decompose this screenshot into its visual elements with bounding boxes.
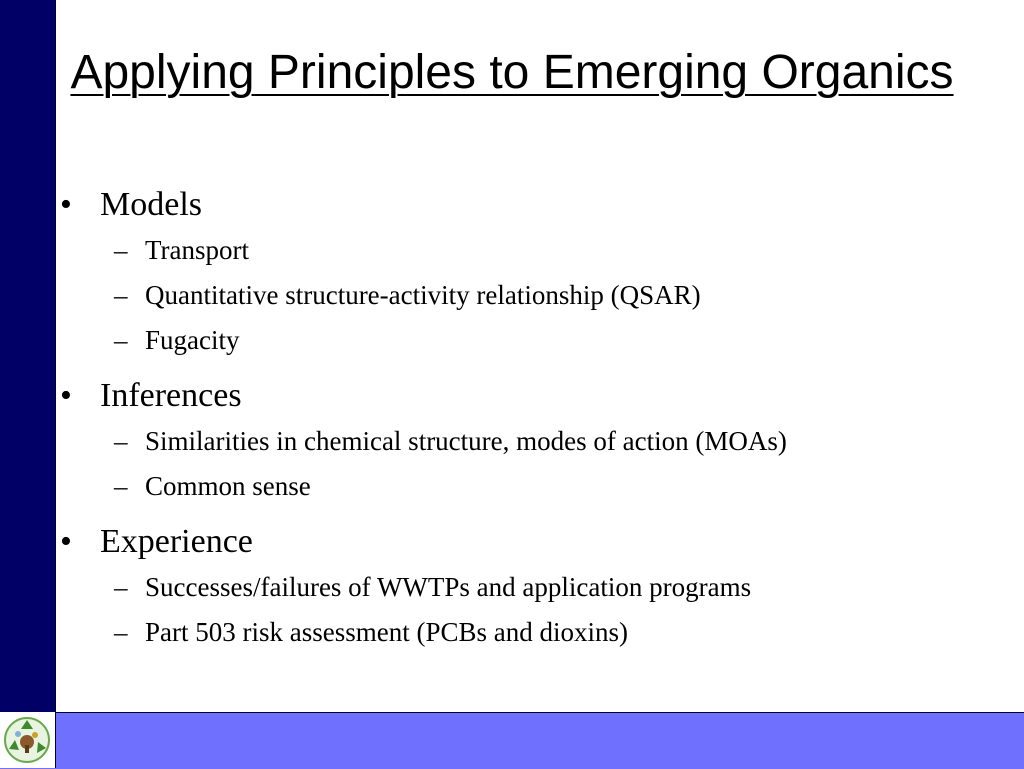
sub-bullet-item — [60, 610, 1000, 655]
sub-bullet-marker: – — [114, 235, 128, 265]
sub-bullet-text: Common sense — [145, 471, 311, 501]
bullet-marker: • — [60, 523, 72, 560]
sub-bullet-item — [60, 565, 1000, 610]
sub-bullet-text: Similarities in chemical structure, modes of action (MOAs) — [145, 426, 787, 456]
bullet-list — [60, 182, 1000, 655]
bullet-text: Models — [100, 186, 202, 223]
bullet-text: Inferences — [100, 377, 242, 414]
sub-bullet-item — [60, 419, 1000, 464]
bottom-footer-bar — [0, 712, 1024, 769]
sub-bullet-marker: – — [114, 617, 128, 647]
sub-bullet-text: Successes/failures of WWTPs and application programs — [145, 572, 752, 602]
sub-bullet-item — [60, 464, 1000, 509]
sub-bullet-item — [60, 228, 1000, 273]
bullet-item — [60, 519, 1000, 565]
sub-bullet-marker: – — [114, 426, 128, 456]
sub-bullet-marker: – — [114, 280, 128, 310]
sub-bullet-text: Part 503 risk assessment (PCBs and dioxins) — [145, 617, 628, 647]
sub-bullet-text: Transport — [145, 235, 250, 265]
left-sidebar-bar — [0, 0, 56, 713]
bullet-item — [60, 373, 1000, 419]
sub-bullet-item — [60, 273, 1000, 318]
slide-title: Applying Principles to Emerging Organics — [70, 46, 954, 99]
bullet-item — [60, 182, 1000, 228]
bullet-text: Experience — [100, 523, 253, 560]
sub-bullet-text: Quantitative structure-activity relationship (QSAR) — [145, 280, 701, 310]
sub-bullet-item — [60, 318, 1000, 363]
recycle-logo-icon — [2, 715, 52, 765]
bullet-marker: • — [60, 377, 72, 414]
bullet-marker: • — [60, 186, 72, 223]
logo-box — [0, 712, 56, 768]
sub-bullet-text: Fugacity — [145, 325, 240, 355]
sub-bullet-marker: – — [114, 572, 128, 602]
sub-bullet-marker: – — [114, 471, 128, 501]
sub-bullet-marker: – — [114, 325, 128, 355]
